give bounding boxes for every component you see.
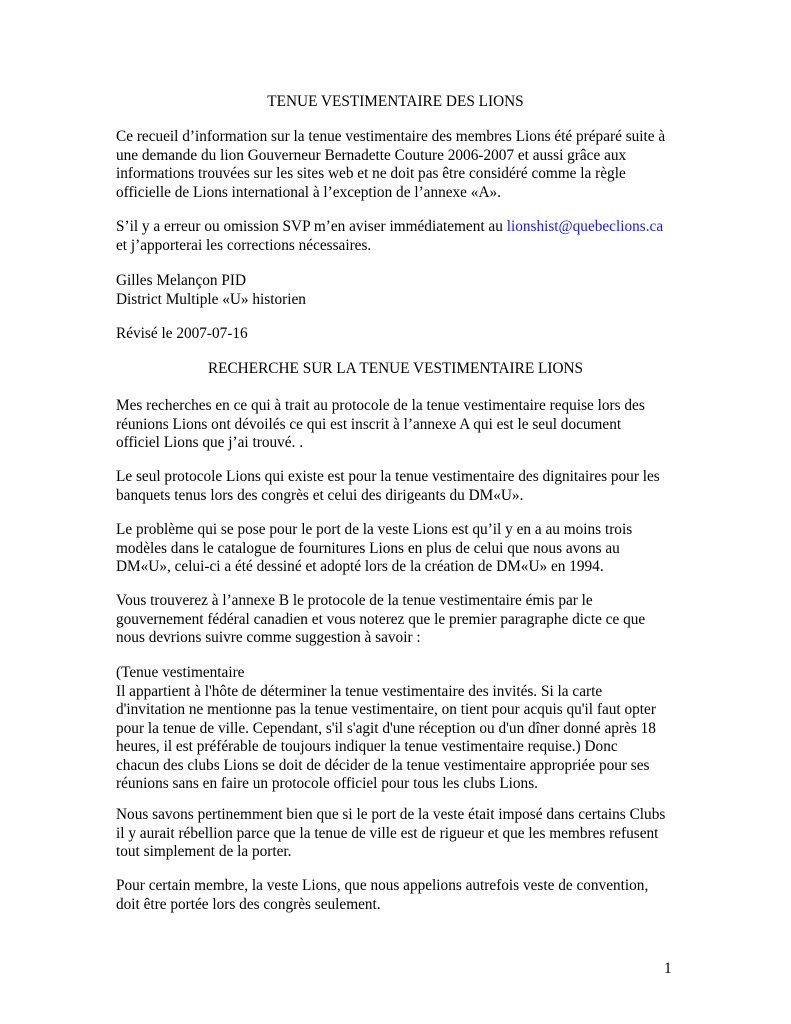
contact-line: [116, 218, 686, 237]
paragraph-line: officiel Lions que j’ai trouvé. .: [116, 434, 304, 451]
paragraph-line: Le seul protocole Lions qui existe est pour la tenue vestimentaire des dignitaires pour les: [116, 468, 660, 485]
paragraph-line: d'invitation ne mentionne pas la tenue vestimentaire, on tient pour acquis qu'il faut opter: [116, 701, 656, 718]
paragraph-line: nous devrions suivre comme suggestion à savoir :: [116, 629, 421, 646]
paragraph-line: tout simplement de la porter.: [116, 843, 292, 860]
paragraph-line: réunions Lions ont dévoilés ce qui est inscrit à l’annexe A qui est le seul document: [116, 415, 622, 433]
paragraph-line: heures, il est préférable de toujours indiquer la tenue vestimentaire requise.) Donc: [116, 738, 618, 755]
paragraph: [116, 592, 686, 648]
contact-text: S’il y a erreur ou omission SVP m’en aviser immédiatement au: [116, 218, 507, 235]
paragraph-line: Vous trouverez à l’annexe B le protocole de la tenue vestimentaire émis par le: [116, 592, 593, 609]
paragraph-line: pour la tenue de ville. Cependant, s'il s'agit d'une réception ou d'un dîner donné après 18: [116, 719, 656, 737]
paragraph-line: DM«U», celui-ci a été dessiné et adopté lors de la création de DM«U» en 1994.: [116, 558, 604, 575]
author-block: [116, 272, 686, 309]
paragraph-line: Il appartient à l'hôte de déterminer la tenue vestimentaire des invités. Si la carte: [116, 682, 603, 700]
paragraph: [116, 521, 686, 577]
contact-line: et j’apporterai les corrections nécessaires.: [116, 236, 372, 254]
paragraph-line: Mes recherches en ce qui à trait au protocole de la tenue vestimentaire requise lors des: [116, 397, 645, 414]
paragraph-line: banquets tenus lors des congrès et celui des dirigeants du DM«U».: [116, 486, 524, 504]
intro-line: Ce recueil d’information sur la tenue vestimentaire des membres Lions été préparé suite à: [116, 128, 666, 145]
author-name: Gilles Melançon PID: [116, 272, 247, 289]
paragraph-line: réunions sans en faire un protocole officiel pour tous les clubs Lions.: [116, 775, 538, 792]
intro-line: officielle de Lions international à l’exception de l’annexe «A».: [116, 183, 501, 201]
email-link[interactable]: lionshist@quebeclions.ca: [506, 218, 664, 235]
section-subtitle: RECHERCHE SUR LA TENUE VESTIMENTAIRE LIONS: [207, 360, 584, 377]
paragraph-line: chacun des clubs Lions se doit de décider de la tenue vestimentaire appropriée pour ses: [116, 756, 650, 774]
page-number: 1: [664, 960, 672, 977]
revision-date: Révisé le 2007-07-16: [116, 325, 248, 342]
intro-line: informations trouvées sur les sites web et ne doit pas être considéré comme la règle: [116, 165, 626, 182]
paragraph-line: modèles dans le catalogue de fournitures Lions en plus de celui que nous avons au: [116, 539, 620, 557]
paragraph-line: (Tenue vestimentaire: [116, 664, 245, 681]
intro-line: une demande du lion Gouverneur Bernadette Couture 2006-2007 et aussi grâce aux: [116, 146, 627, 164]
paragraph: [116, 468, 686, 505]
quoted-paragraph: [116, 664, 686, 794]
paragraph: [116, 806, 686, 862]
paragraph: [116, 877, 686, 914]
paragraph-line: gouvernement fédéral canadien et vous noterez que le premier paragraphe dicte ce que: [116, 610, 646, 628]
author-role: District Multiple «U» historien: [116, 290, 306, 308]
document-title: TENUE VESTIMENTAIRE DES LIONS: [267, 93, 524, 110]
paragraph-line: il y aurait rébellion parce que la tenue de ville est de rigueur et que les membres refusent: [116, 824, 659, 842]
paragraph-line: doit être portée lors des congrès seulement.: [116, 895, 381, 913]
contact-paragraph: [116, 218, 686, 255]
paragraph-line: Pour certain membre, la veste Lions, que nous appelions autrefois veste de convention,: [116, 877, 649, 894]
paragraph-line: Nous savons pertinemment bien que si le port de la veste était imposé dans certains Clubs: [116, 806, 666, 823]
intro-paragraph: [116, 128, 686, 202]
paragraph-line: Le problème qui se pose pour le port de la veste Lions est qu’il y en a au moins trois: [116, 521, 633, 538]
paragraph: [116, 397, 686, 453]
